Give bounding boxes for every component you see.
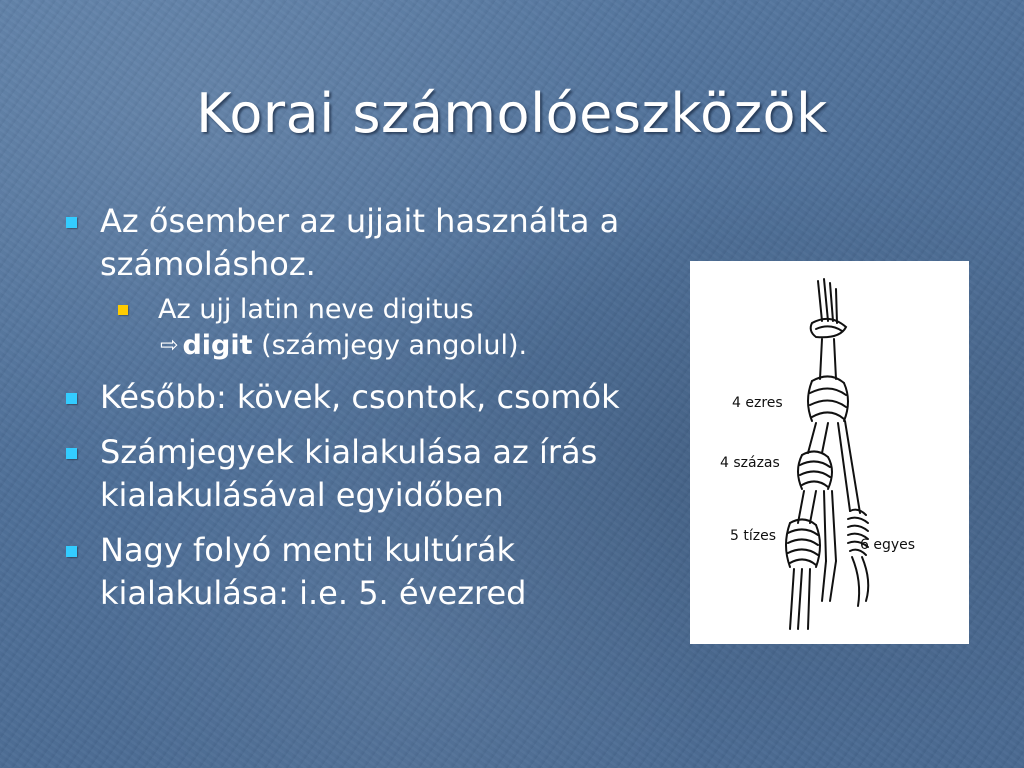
- digit-explanation: (számjegy angolul).: [252, 330, 528, 361]
- bullet-list: [62, 200, 682, 627]
- square-bullet-icon: [66, 393, 77, 404]
- bullet-text: Később: kövek, csontok, csomók: [100, 378, 620, 416]
- label-hundreds: 4 százas: [720, 455, 780, 471]
- right-arrow-icon: ⇨: [160, 333, 179, 358]
- bullet-item: [62, 200, 682, 364]
- slide-title: Korai számolóeszközök: [196, 82, 828, 145]
- square-bullet-icon: [66, 217, 77, 228]
- bullet-item: [62, 529, 682, 615]
- bullet-text: Számjegyek kialakulása az írás kialakulásával egyidőben: [100, 433, 598, 514]
- knotted-cord-figure: [690, 261, 969, 644]
- label-thousands: 4 ezres: [732, 395, 783, 411]
- bullet-item: [62, 431, 682, 517]
- square-bullet-icon: [66, 546, 77, 557]
- knotted-cord-drawing: [690, 261, 969, 644]
- square-bullet-icon: [66, 448, 77, 459]
- label-tens: 5 tízes: [730, 528, 776, 544]
- square-sub-bullet-icon: [118, 305, 128, 315]
- sub-bullet-item: [118, 292, 682, 364]
- bullet-text: Az ősember az ujjait használta a számoláshoz.: [100, 202, 620, 283]
- sub-bullet-text: Az ujj latin neve digitus: [158, 294, 474, 325]
- bullet-item: [62, 376, 682, 419]
- sub-bullet-continuation: [158, 328, 682, 364]
- digit-term: digit: [182, 330, 253, 361]
- bullet-text: Nagy folyó menti kultúrák kialakulása: i.e. 5. évezred: [100, 531, 527, 612]
- label-ones: 6 egyes: [860, 537, 916, 553]
